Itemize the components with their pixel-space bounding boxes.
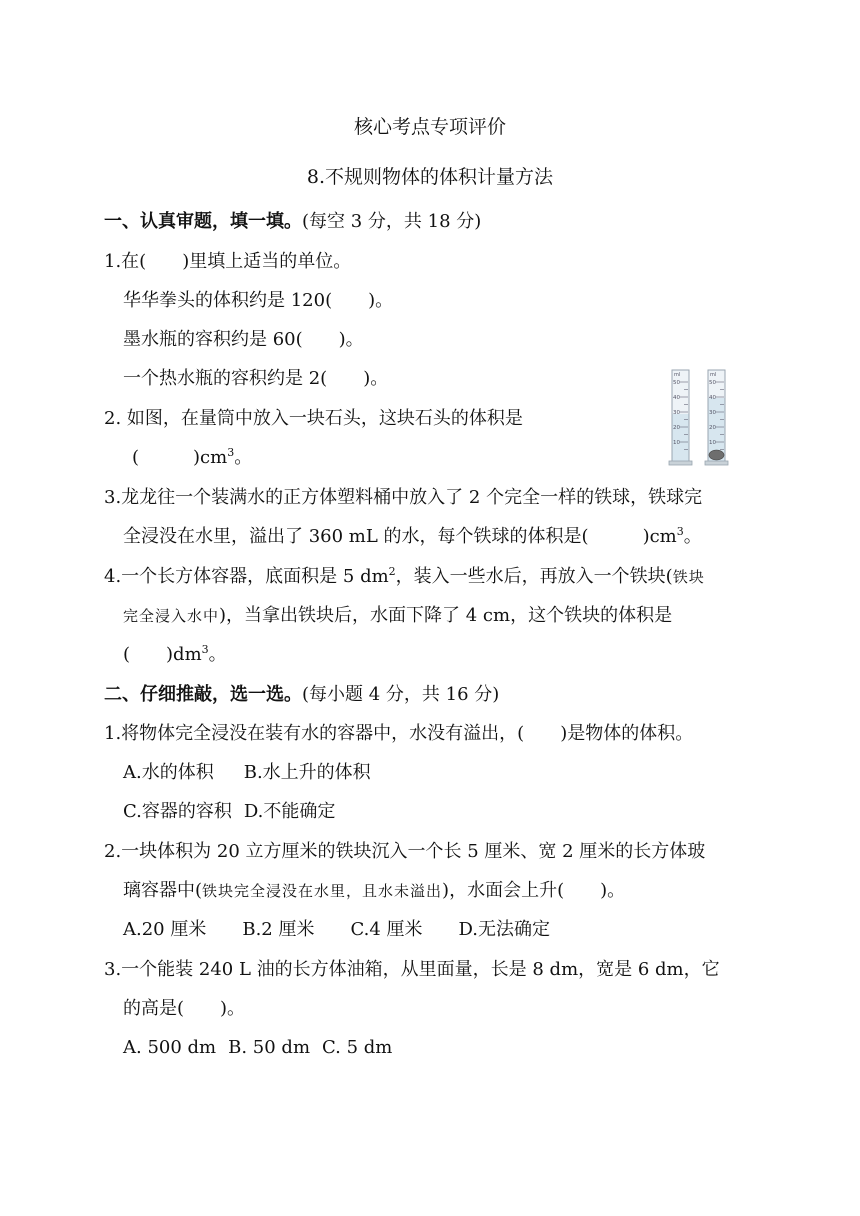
cylinder-right-unit: ml <box>710 372 717 378</box>
page-subtitle: 8.不规则物体的体积计量方法 <box>306 166 554 188</box>
s2-q1-option-a: A.水的体积 <box>123 762 214 783</box>
section2-heading-line <box>104 683 499 707</box>
s2-q2-option-d: D.无法确定 <box>458 919 551 940</box>
s2-q2-line2c: )，水面会上升( )。 <box>442 880 626 901</box>
q2-line1: 2. 如图，在量筒中放入一块石头，这块石头的体积是 <box>104 408 523 429</box>
q2-sup: 3 <box>227 446 235 459</box>
s2-q3-options <box>123 1036 392 1060</box>
s2-q2-line2a: 璃容器中( <box>123 880 203 901</box>
q3-sup: 3 <box>676 525 684 538</box>
cylinder-right-tick-1: 40 <box>709 395 716 401</box>
q4-line2b: )，当拿出铁块后，水面下降了 4 cm，这个铁块的体积是 <box>219 605 673 626</box>
s2-q1-option-b: B.水上升的体积 <box>243 762 371 783</box>
q3-line2-wrap <box>123 525 702 549</box>
s2-q2-line2 <box>123 879 625 903</box>
q3-line1: 3.龙龙往一个装满水的正方体塑料桶中放入了 2 个完全一样的铁球，铁球完 <box>104 487 703 508</box>
cylinder-left-tick-4: 10 <box>673 440 680 446</box>
s2-q2-option-b: B.2 厘米 <box>242 919 315 940</box>
q3-line2: 全浸没在水里，溢出了 360 mL 的水，每个铁球的体积是( )cm <box>123 526 677 547</box>
cylinder-right <box>705 370 728 465</box>
q2-blank: ( )cm <box>132 447 228 468</box>
cylinder-left-unit: ml <box>674 372 681 378</box>
q3-end: 。 <box>683 526 702 547</box>
stone-icon <box>709 450 724 460</box>
section2-heading: 二、仔细推敲，选一选。 <box>104 684 302 705</box>
q2-end: 。 <box>234 447 253 468</box>
q4-line3: ( )dm <box>123 644 202 665</box>
s2-q2-line1: 2.一块体积为 20 立方厘米的铁块沉入一个长 5 厘米、宽 2 厘米的长方体玻 <box>104 841 706 862</box>
s2-q2-option-c: C.4 厘米 <box>350 919 423 940</box>
section1-heading: 一、认真审题，填一填。 <box>104 211 302 232</box>
s2-q2-option-a: A.20 厘米 <box>123 919 207 940</box>
q4-line1a: 4.一个长方体容器，底面积是 5 dm <box>104 566 389 587</box>
q2-line2 <box>132 446 252 470</box>
page-title: 核心考点专项评价 <box>353 116 506 138</box>
section2-score: (每小题 4 分，共 16 分) <box>302 684 500 705</box>
q1-item-a: 华华拳头的体积约是 120( )。 <box>123 290 394 311</box>
s2-q2-line2b: 铁块完全浸没在水里，且水未溢出 <box>202 882 443 900</box>
q4-line3-wrap <box>123 643 227 667</box>
s2-q3-option-c: C. 5 dm <box>322 1037 393 1058</box>
q4-line2a: 完全浸入水中 <box>123 607 220 625</box>
cylinder-left-tick-1: 40 <box>673 395 680 401</box>
section1-score: (每空 3 分，共 18 分) <box>302 211 482 232</box>
q1-item-b: 墨水瓶的容积约是 60( )。 <box>123 329 364 350</box>
q4-line1c: 铁块 <box>672 568 705 586</box>
cylinder-right-tick-0: 50 <box>709 380 716 386</box>
s2-q1-options-row1 <box>123 761 371 785</box>
section1-heading-line <box>104 210 481 234</box>
s2-q1-option-d: D.不能确定 <box>243 801 336 822</box>
q4-sup2: 3 <box>201 643 209 656</box>
graduated-cylinders-figure <box>664 366 734 468</box>
s2-q3-option-b: B. 50 dm <box>228 1037 311 1058</box>
cylinder-right-tick-2: 30 <box>709 410 716 416</box>
s2-q3-option-a: A. 500 dm <box>123 1037 217 1058</box>
cylinder-right-tick-3: 20 <box>709 425 716 431</box>
q1-stem: 1.在( )里填上适当的单位。 <box>104 251 352 272</box>
s2-q2-options <box>123 918 550 942</box>
cylinder-right-tick-4: 10 <box>709 440 716 446</box>
s2-q1-option-c: C.容器的容积 <box>123 801 232 822</box>
q4-line1b: ，装入一些水后，再放入一个铁块( <box>395 566 673 587</box>
cylinder-left-tick-3: 20 <box>673 425 680 431</box>
cylinder-left-tick-2: 30 <box>673 410 680 416</box>
q4-end: 。 <box>208 644 227 665</box>
s2-q3-line1: 3.一个能装 240 L 油的长方体油箱，从里面量，长是 8 dm，宽是 6 dm，它 <box>104 959 720 980</box>
cylinder-left <box>669 370 692 465</box>
s2-q1-options-row2 <box>123 800 335 824</box>
cylinder-left-tick-0: 50 <box>673 380 680 386</box>
q4-sup1: 2 <box>388 565 396 578</box>
s2-q1-stem: 1.将物体完全浸没在装有水的容器中，水没有溢出，( )是物体的体积。 <box>104 723 694 744</box>
q1-item-c: 一个热水瓶的容积约是 2( )。 <box>123 368 389 389</box>
q4-line2 <box>123 604 672 628</box>
s2-q3-line2: 的高是( )。 <box>123 998 246 1019</box>
q4-line1 <box>104 565 705 589</box>
